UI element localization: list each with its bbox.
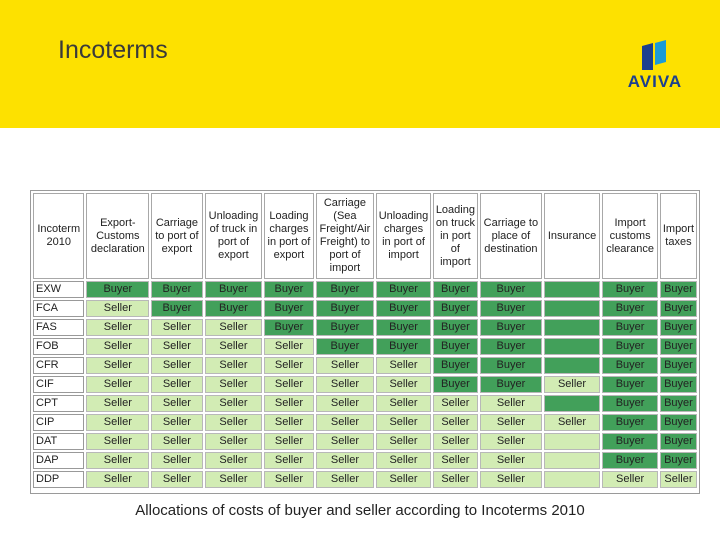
buyer-cell: Buyer xyxy=(205,281,263,298)
empty-cell xyxy=(544,357,601,374)
seller-cell: Seller xyxy=(264,357,313,374)
incoterm-cell: CFR xyxy=(33,357,84,374)
table-body xyxy=(33,281,697,488)
seller-cell: Seller xyxy=(86,414,149,431)
seller-cell: Seller xyxy=(264,471,313,488)
incoterm-cell: CIF xyxy=(33,376,84,393)
empty-cell xyxy=(544,281,601,298)
seller-cell: Seller xyxy=(433,414,478,431)
empty-cell xyxy=(544,433,601,450)
buyer-cell: Buyer xyxy=(602,414,658,431)
seller-cell: Seller xyxy=(86,395,149,412)
seller-cell: Seller xyxy=(151,395,202,412)
table-row xyxy=(33,281,697,298)
seller-cell: Seller xyxy=(602,471,658,488)
incoterm-cell: FCA xyxy=(33,300,84,317)
buyer-cell: Buyer xyxy=(660,338,697,355)
seller-cell: Seller xyxy=(376,357,431,374)
seller-cell: Seller xyxy=(376,452,431,469)
buyer-cell: Buyer xyxy=(602,433,658,450)
buyer-cell: Buyer xyxy=(480,338,542,355)
seller-cell: Seller xyxy=(376,471,431,488)
column-header: Carriage to port of export xyxy=(151,193,202,279)
buyer-cell: Buyer xyxy=(602,338,658,355)
buyer-cell: Buyer xyxy=(433,338,478,355)
seller-cell: Seller xyxy=(205,452,263,469)
slide-header xyxy=(0,0,720,128)
column-header: Loading charges in port of export xyxy=(264,193,313,279)
seller-cell: Seller xyxy=(480,395,542,412)
buyer-cell: Buyer xyxy=(602,357,658,374)
seller-cell: Seller xyxy=(205,395,263,412)
seller-cell: Seller xyxy=(480,471,542,488)
buyer-cell: Buyer xyxy=(480,376,542,393)
buyer-cell: Buyer xyxy=(660,281,697,298)
buyer-cell: Buyer xyxy=(660,357,697,374)
aviva-logo-icon xyxy=(636,40,674,70)
seller-cell: Seller xyxy=(86,338,149,355)
seller-cell: Seller xyxy=(205,433,263,450)
buyer-cell: Buyer xyxy=(205,300,263,317)
incoterm-cell: CPT xyxy=(33,395,84,412)
buyer-cell: Buyer xyxy=(264,319,313,336)
seller-cell: Seller xyxy=(264,452,313,469)
buyer-cell: Buyer xyxy=(151,281,202,298)
seller-cell: Seller xyxy=(86,319,149,336)
buyer-cell: Buyer xyxy=(433,281,478,298)
table-caption: Allocations of costs of buyer and seller according to Incoterms 2010 xyxy=(135,502,585,519)
column-header: Unloading of truck in port of export xyxy=(205,193,263,279)
column-header: Unloading charges in port of import xyxy=(376,193,431,279)
incoterm-cell: EXW xyxy=(33,281,84,298)
seller-cell: Seller xyxy=(376,395,431,412)
buyer-cell: Buyer xyxy=(602,452,658,469)
buyer-cell: Buyer xyxy=(264,281,313,298)
empty-cell xyxy=(544,300,601,317)
seller-cell: Seller xyxy=(151,414,202,431)
seller-cell: Seller xyxy=(205,357,263,374)
buyer-cell: Buyer xyxy=(660,414,697,431)
buyer-cell: Buyer xyxy=(660,300,697,317)
buyer-cell: Buyer xyxy=(660,319,697,336)
seller-cell: Seller xyxy=(151,319,202,336)
buyer-cell: Buyer xyxy=(376,281,431,298)
table-row xyxy=(33,319,697,336)
buyer-cell: Buyer xyxy=(316,319,375,336)
seller-cell: Seller xyxy=(480,452,542,469)
seller-cell: Seller xyxy=(205,338,263,355)
buyer-cell: Buyer xyxy=(480,357,542,374)
seller-cell: Seller xyxy=(151,433,202,450)
seller-cell: Seller xyxy=(316,452,375,469)
aviva-logo xyxy=(612,40,698,96)
seller-cell: Seller xyxy=(205,376,263,393)
slide-title: Incoterms xyxy=(58,36,168,64)
seller-cell: Seller xyxy=(544,414,601,431)
buyer-cell: Buyer xyxy=(660,452,697,469)
seller-cell: Seller xyxy=(264,338,313,355)
seller-cell: Seller xyxy=(151,357,202,374)
empty-cell xyxy=(544,452,601,469)
incoterm-cell: DAP xyxy=(33,452,84,469)
buyer-cell: Buyer xyxy=(660,433,697,450)
seller-cell: Seller xyxy=(316,357,375,374)
buyer-cell: Buyer xyxy=(602,319,658,336)
seller-cell: Seller xyxy=(151,376,202,393)
buyer-cell: Buyer xyxy=(660,395,697,412)
seller-cell: Seller xyxy=(151,471,202,488)
incoterm-cell: CIP xyxy=(33,414,84,431)
seller-cell: Seller xyxy=(86,376,149,393)
buyer-cell: Buyer xyxy=(660,376,697,393)
buyer-cell: Buyer xyxy=(602,395,658,412)
buyer-cell: Buyer xyxy=(480,300,542,317)
column-header: Loading on truck in port of import xyxy=(433,193,478,279)
buyer-cell: Buyer xyxy=(433,319,478,336)
seller-cell: Seller xyxy=(316,414,375,431)
table-row xyxy=(33,452,697,469)
table-row xyxy=(33,300,697,317)
column-header: Export-Customs declaration xyxy=(86,193,149,279)
seller-cell: Seller xyxy=(376,376,431,393)
buyer-cell: Buyer xyxy=(602,376,658,393)
buyer-cell: Buyer xyxy=(151,300,202,317)
seller-cell: Seller xyxy=(316,376,375,393)
seller-cell: Seller xyxy=(480,414,542,431)
incoterm-cell: FAS xyxy=(33,319,84,336)
seller-cell: Seller xyxy=(433,471,478,488)
buyer-cell: Buyer xyxy=(602,281,658,298)
seller-cell: Seller xyxy=(264,395,313,412)
column-header: Incoterm 2010 xyxy=(33,193,84,279)
seller-cell: Seller xyxy=(86,300,149,317)
table-row xyxy=(33,376,697,393)
seller-cell: Seller xyxy=(86,471,149,488)
incoterms-table-frame xyxy=(30,190,700,494)
incoterm-cell: DAT xyxy=(33,433,84,450)
seller-cell: Seller xyxy=(433,395,478,412)
incoterm-cell: DDP xyxy=(33,471,84,488)
table-row xyxy=(33,471,697,488)
seller-cell: Seller xyxy=(316,433,375,450)
buyer-cell: Buyer xyxy=(433,300,478,317)
table-row xyxy=(33,414,697,431)
empty-cell xyxy=(544,338,601,355)
seller-cell: Seller xyxy=(376,433,431,450)
table-row xyxy=(33,433,697,450)
seller-cell: Seller xyxy=(433,433,478,450)
buyer-cell: Buyer xyxy=(433,376,478,393)
seller-cell: Seller xyxy=(376,414,431,431)
seller-cell: Seller xyxy=(205,319,263,336)
seller-cell: Seller xyxy=(151,338,202,355)
table-row xyxy=(33,338,697,355)
seller-cell: Seller xyxy=(480,433,542,450)
buyer-cell: Buyer xyxy=(480,281,542,298)
table-row xyxy=(33,357,697,374)
aviva-logo-text: AVIVA xyxy=(627,72,683,91)
buyer-cell: Buyer xyxy=(316,338,375,355)
buyer-cell: Buyer xyxy=(316,300,375,317)
buyer-cell: Buyer xyxy=(86,281,149,298)
seller-cell: Seller xyxy=(86,452,149,469)
seller-cell: Seller xyxy=(264,414,313,431)
buyer-cell: Buyer xyxy=(480,319,542,336)
seller-cell: Seller xyxy=(264,376,313,393)
seller-cell: Seller xyxy=(151,452,202,469)
buyer-cell: Buyer xyxy=(264,300,313,317)
buyer-cell: Buyer xyxy=(376,300,431,317)
column-header: Carriage (Sea Freight/Air Freight) to port of import xyxy=(316,193,375,279)
seller-cell: Seller xyxy=(264,433,313,450)
table-header-row xyxy=(33,193,697,279)
seller-cell: Seller xyxy=(316,471,375,488)
seller-cell: Seller xyxy=(544,376,601,393)
seller-cell: Seller xyxy=(660,471,697,488)
buyer-cell: Buyer xyxy=(376,319,431,336)
empty-cell xyxy=(544,395,601,412)
seller-cell: Seller xyxy=(433,452,478,469)
buyer-cell: Buyer xyxy=(376,338,431,355)
incoterms-table xyxy=(31,191,699,490)
buyer-cell: Buyer xyxy=(316,281,375,298)
table-row xyxy=(33,395,697,412)
seller-cell: Seller xyxy=(205,471,263,488)
buyer-cell: Buyer xyxy=(433,357,478,374)
seller-cell: Seller xyxy=(86,357,149,374)
seller-cell: Seller xyxy=(316,395,375,412)
seller-cell: Seller xyxy=(86,433,149,450)
seller-cell: Seller xyxy=(205,414,263,431)
column-header: Import taxes xyxy=(660,193,697,279)
buyer-cell: Buyer xyxy=(602,300,658,317)
empty-cell xyxy=(544,471,601,488)
column-header: Import customs clearance xyxy=(602,193,658,279)
empty-cell xyxy=(544,319,601,336)
column-header: Carriage to place of destination xyxy=(480,193,542,279)
column-header: Insurance xyxy=(544,193,601,279)
incoterm-cell: FOB xyxy=(33,338,84,355)
